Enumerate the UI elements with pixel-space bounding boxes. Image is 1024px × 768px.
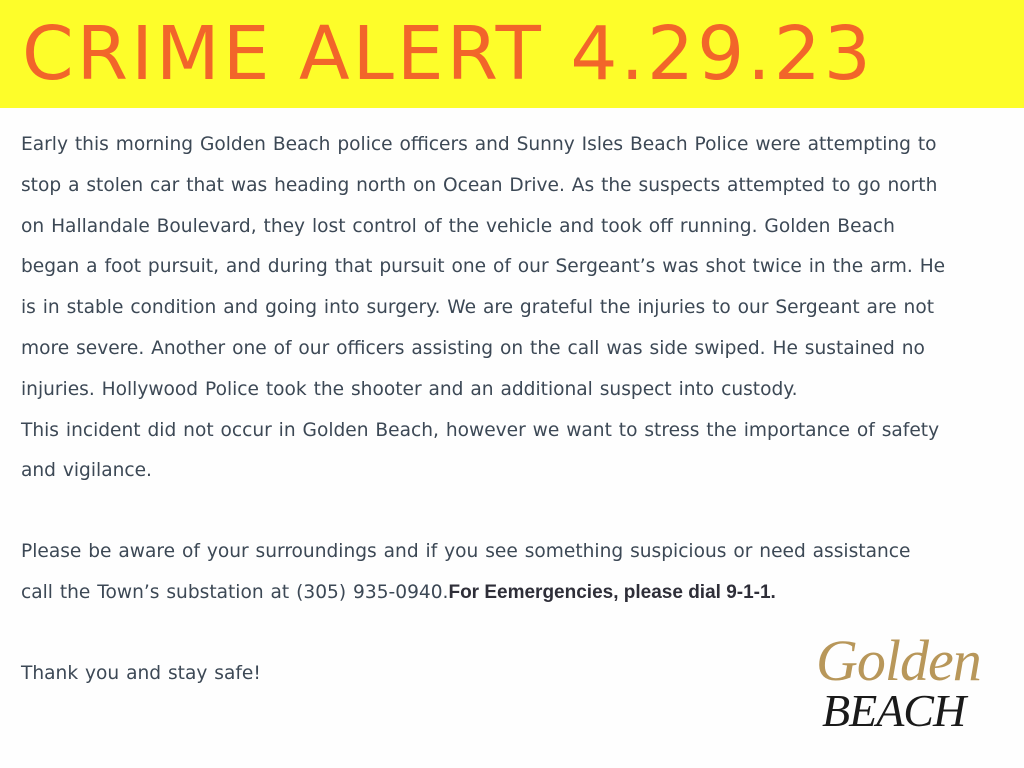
golden-beach-logo: [812, 628, 1002, 732]
incident-line: began a foot pursuit, and during that pursuit one of our Sergeant’s was shot twice in the arm. He: [21, 256, 946, 278]
awareness-line-phone: [21, 573, 1011, 614]
emergency-note: For Eemergencies, please dial 9-1-1.: [448, 581, 776, 603]
safety-line: and vigilance.: [21, 460, 152, 482]
incident-line: more severe. Another one of our officers assisting on the call was side swiped. He sustained no: [21, 337, 925, 359]
alert-body: [21, 125, 1011, 695]
incident-paragraph: [21, 125, 1011, 411]
incident-line: stop a stolen car that was heading north on Ocean Drive. As the suspects attempted to go north: [21, 174, 938, 196]
safety-line: This incident did not occur in Golden Beach, however we want to stress the importance of safety: [21, 419, 940, 441]
incident-line: injuries. Hollywood Police took the shooter and an additional suspect into custody.: [21, 378, 798, 400]
header-banner: [0, 0, 1024, 108]
awareness-paragraph: [21, 532, 1011, 614]
incident-line: Early this morning Golden Beach police officers and Sunny Isles Beach Police were attempting to: [21, 134, 937, 155]
substation-phone-text: call the Town’s substation at (305) 935-0940.: [21, 581, 449, 603]
logo-word-beach: BEACH: [822, 685, 966, 732]
paragraph-spacer: [21, 492, 1011, 532]
safety-paragraph: [21, 411, 1011, 493]
closing-line: Thank you and stay safe!: [21, 662, 261, 684]
golden-beach-logo-graphic: [812, 628, 1002, 732]
alert-title: CRIME ALERT 4.29.23: [22, 11, 874, 97]
logo-word-golden: Golden: [816, 628, 981, 693]
incident-line: on Hallandale Boulevard, they lost control of the vehicle and took off running. Golden Beach: [21, 215, 895, 237]
incident-line: is in stable condition and going into surgery. We are grateful the injuries to our Sergeant are not: [21, 297, 934, 319]
awareness-line: Please be aware of your surroundings and if you see something suspicious or need assistance: [21, 541, 911, 563]
